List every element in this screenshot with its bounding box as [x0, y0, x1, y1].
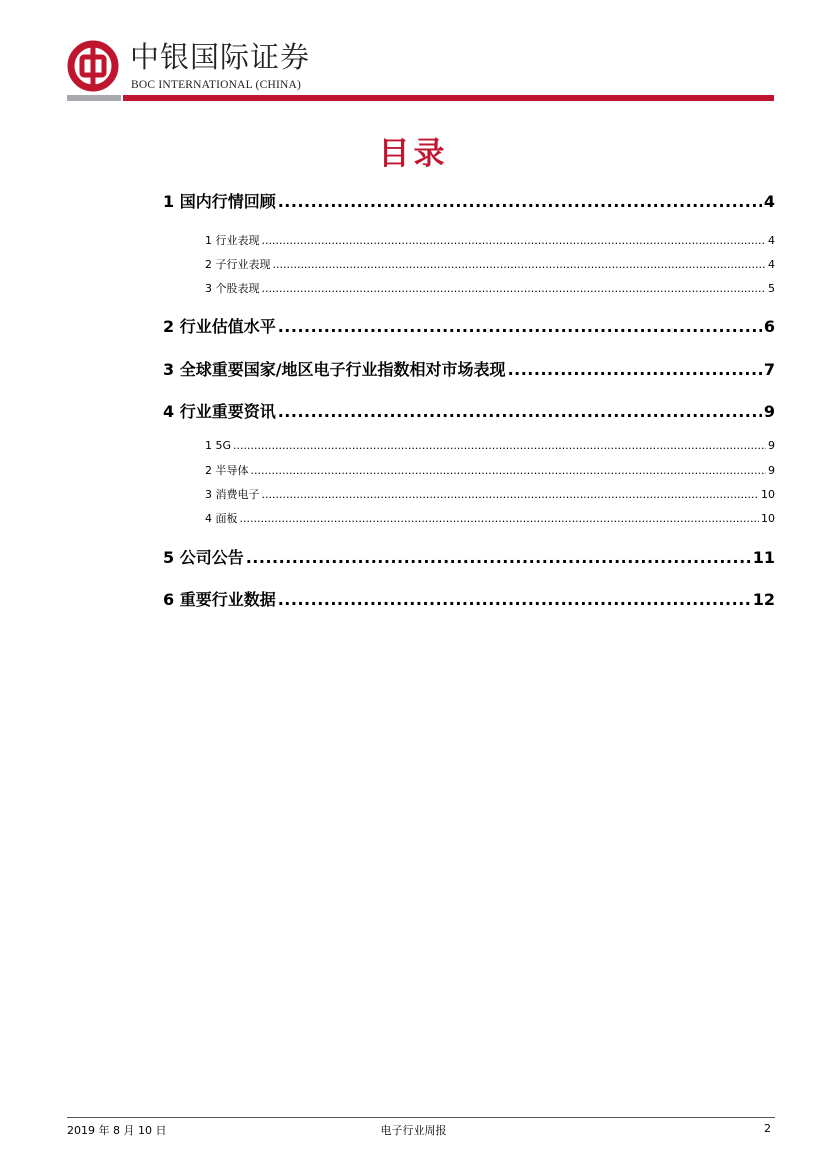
toc-entry-label: 1 5G: [205, 439, 232, 452]
boc-logo-icon: [67, 40, 119, 92]
toc-entry-label: 6 重要行业数据: [163, 590, 276, 609]
toc-subentry[interactable]: [205, 462, 775, 478]
toc-title: 目录: [378, 136, 449, 172]
toc-entry-page: 9: [763, 402, 775, 421]
toc-leader-dots: [278, 317, 762, 336]
toc-entry[interactable]: [163, 357, 775, 380]
toc-entry-page: 11: [752, 548, 775, 567]
header-divider-red: [123, 95, 774, 101]
toc-subentry[interactable]: [205, 510, 775, 526]
toc-entry-page: 12: [752, 590, 775, 609]
toc-subentry[interactable]: [205, 280, 775, 296]
toc-entry-label: 4 行业重要资讯: [163, 402, 276, 421]
toc-leader-dots: [508, 360, 762, 379]
toc-leader-dots: [246, 548, 751, 567]
toc-entry-label: 3 全球重要国家/地区电子行业指数相对市场表现: [163, 360, 506, 379]
toc-entry-label: 2 子行业表现: [205, 258, 271, 271]
toc-entry-page: 9: [768, 439, 775, 452]
toc-entry-label: 1 行业表现: [205, 234, 260, 247]
toc-entry[interactable]: [163, 399, 775, 422]
toc-leader-dots: [278, 402, 762, 421]
toc-subentry[interactable]: [205, 439, 775, 452]
brand-name-en: BOC INTERNATIONAL (CHINA): [131, 79, 302, 91]
footer-report-title: 电子行业周报: [380, 1124, 447, 1137]
toc-entry[interactable]: [163, 189, 775, 212]
toc-leader-dots: [240, 512, 760, 525]
brand-name-cn: 中银国际证券: [130, 40, 311, 74]
toc-leader-dots: [262, 234, 767, 247]
footer-divider: [67, 1117, 775, 1118]
toc-leader-dots: [273, 258, 767, 271]
toc-leader-dots: [278, 590, 751, 609]
toc-entry[interactable]: [163, 314, 775, 337]
toc-entry-page: 6: [763, 317, 775, 336]
toc-entry-page: 4: [768, 258, 775, 271]
toc-entry-label: 1 国内行情回顾: [163, 192, 276, 211]
toc-subentry[interactable]: [205, 256, 775, 272]
toc-entry-page: 10: [761, 488, 775, 501]
toc-entry-page: 5: [768, 282, 775, 295]
toc-leader-dots: [262, 488, 760, 501]
toc-entry-page: 9: [768, 464, 775, 477]
header-divider-gray: [67, 95, 121, 101]
toc-subentry[interactable]: [205, 232, 775, 248]
toc-entry-page: 4: [763, 192, 775, 211]
toc-leader-dots: [233, 439, 766, 452]
toc-entry[interactable]: [163, 587, 775, 610]
toc-entry-label: 4 面板: [205, 512, 238, 525]
toc-subentry[interactable]: [205, 486, 775, 502]
toc-entry-page: 7: [763, 360, 775, 379]
toc-entry-label: 3 个股表现: [205, 282, 260, 295]
toc-leader-dots: [262, 282, 767, 295]
footer-date: 2019 年 8 月 10 日: [67, 1124, 167, 1137]
toc-entry-label: 2 半导体: [205, 464, 249, 477]
toc-entry-label: 2 行业估值水平: [163, 317, 276, 336]
toc-entry-page: 10: [761, 512, 775, 525]
toc-entry-label: 5 公司公告: [163, 548, 244, 567]
footer-page-number: 2: [764, 1122, 771, 1135]
toc-entry[interactable]: [163, 545, 775, 568]
toc-entry-page: 4: [768, 234, 775, 247]
toc-leader-dots: [251, 464, 767, 477]
toc-leader-dots: [278, 192, 762, 211]
toc-entry-label: 3 消费电子: [205, 488, 260, 501]
